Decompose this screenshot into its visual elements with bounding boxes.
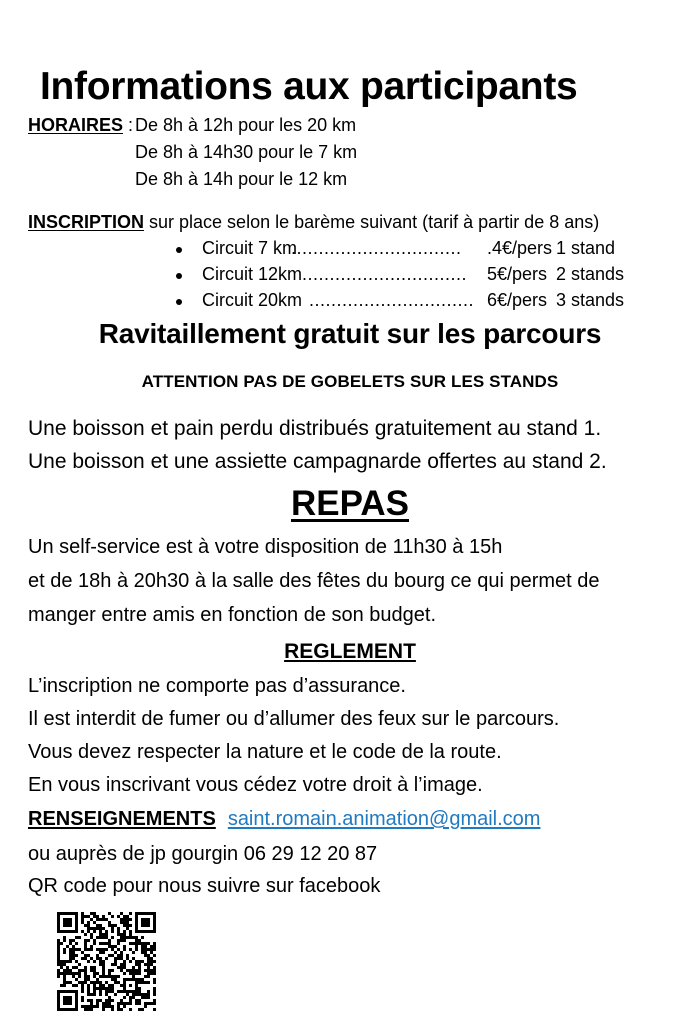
rules-line-2: Il est interdit de fumer ou d’allumer des feux sur le parcours. — [28, 708, 560, 730]
qr-code-canvas — [57, 912, 156, 1011]
stand-line-1: Une boisson et pain perdu distribués gratuitement au stand 1. — [28, 417, 602, 440]
schedule-label — [28, 115, 133, 135]
circuit-price: 6€/pers — [487, 290, 548, 310]
circuit-stands: 1 stand — [556, 238, 616, 258]
contact-phone-line: ou auprès de jp gourgin 06 29 12 20 87 — [28, 843, 378, 865]
contact-line — [28, 808, 540, 830]
facebook-qr-code — [57, 912, 156, 1011]
page-title: Informations aux participants — [40, 65, 578, 109]
circuit-name: Circuit 7 km — [202, 238, 298, 258]
list-item — [0, 238, 700, 264]
circuit-price: 5€/pers — [487, 264, 548, 284]
meal-heading — [0, 484, 700, 524]
meal-line-1: Un self-service est à votre disposition de 11h30 à 15h — [28, 536, 503, 558]
rules-line-3: Vous devez respecter la nature et le code de la route. — [28, 741, 502, 763]
stand-line-2: Une boisson et une assiette campagnarde offertes au stand 2. — [28, 450, 607, 473]
registration-intro — [28, 212, 599, 232]
bullet-icon — [176, 273, 182, 279]
bullet-icon — [176, 299, 182, 305]
qr-caption: QR code pour nous suivre sur facebook — [28, 875, 381, 897]
list-item — [0, 264, 700, 290]
circuit-stands: 3 stands — [556, 290, 625, 310]
registration-label: INSCRIPTION — [28, 212, 145, 232]
circuit-name: Circuit 20km — [202, 290, 303, 310]
rules-line-1: L’inscription ne comporte pas d’assurance. — [28, 675, 406, 697]
refreshments-headline: Ravitaillement gratuit sur les parcours — [98, 318, 602, 349]
contact-label: RENSEIGNEMENTS — [28, 808, 216, 830]
circuit-stands: 2 stands — [556, 264, 625, 284]
meal-line-3: manger entre amis en fonction de son budget. — [28, 604, 437, 626]
registration-description: sur place selon le barème suivant (tarif à partir de 8 ans) — [144, 212, 600, 232]
schedule-line-2: De 8h à 14h30 pour le 7 km — [135, 142, 358, 162]
rules-heading — [0, 640, 700, 664]
contact-email-link[interactable]: saint.romain.animation@gmail.com — [227, 808, 541, 830]
dot-leader: .............................. — [302, 264, 468, 284]
meal-line-2: et de 18h à 20h30 à la salle des fêtes du bourg ce qui permet de — [28, 570, 600, 592]
dot-leader: .............................. — [309, 290, 475, 310]
bullet-icon — [176, 247, 182, 253]
schedule-line-3: De 8h à 14h pour le 12 km — [135, 169, 348, 189]
rules-heading-text: REGLEMENT — [284, 640, 416, 663]
refreshments-warning: ATTENTION PAS DE GOBELETS SUR LES STANDS — [141, 372, 559, 391]
schedule-separator: : — [123, 115, 134, 135]
rules-line-4: En vous inscrivant vous cédez votre droit à l’image. — [28, 774, 483, 796]
circuit-name: Circuit 12km — [202, 264, 303, 284]
registration-price-list — [0, 238, 700, 316]
meal-heading-text: REPAS — [291, 484, 409, 523]
list-item — [0, 290, 700, 316]
schedule-label-text: HORAIRES — [28, 115, 124, 135]
schedule-line-1: De 8h à 12h pour les 20 km — [135, 115, 357, 135]
dot-leader: ............................... — [291, 238, 462, 258]
circuit-price: .4€/pers — [487, 238, 553, 258]
